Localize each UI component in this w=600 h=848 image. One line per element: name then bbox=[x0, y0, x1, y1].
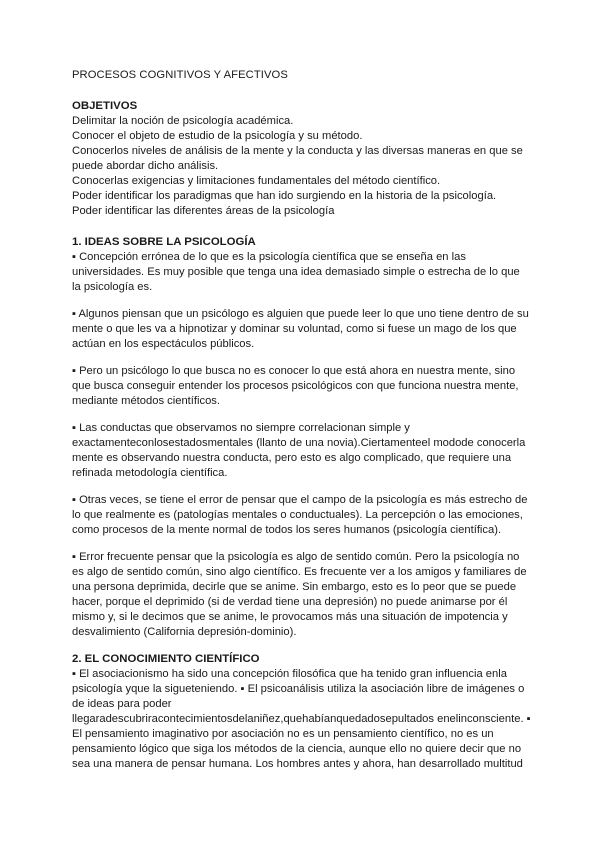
paragraph-line: El pensamiento imaginativo por asociación no es un pensamiento científico, no es un bbox=[72, 728, 494, 740]
paragraph-line: es algo de sentido común, sino algo científico. Es frecuente ver a los amigos y familiares de bbox=[72, 566, 527, 578]
paragraph-line: lo que realmente es (patologías mentales o conductuales). La percepción o las emociones, bbox=[72, 509, 523, 521]
paragraph-line: la psicología es. bbox=[72, 281, 153, 293]
section-2-heading: 2. EL CONOCIMIENTO CIENTÍFICO bbox=[72, 653, 260, 665]
section-1-paragraph bbox=[72, 550, 532, 640]
paragraph-line: ▪ El asociacionismo ha sido una concepción filosófica que ha tenido gran influencia enla bbox=[72, 668, 507, 680]
paragraph-line: ▪ Concepción errónea de lo que es la psicología científica que se enseña en las bbox=[72, 251, 466, 263]
paragraph-line: mente es observando nuestra conducta, pero esto es algo complicado, que requiere una bbox=[72, 452, 512, 464]
paragraph-line: ▪ Otras veces, se tiene el error de pensar que el campo de la psicología es más estrecho de bbox=[72, 494, 528, 506]
section-1-paragraph bbox=[72, 250, 532, 295]
paragraph-line: mismo y, si le decimos que se anime, le provocamos más una situación de impotencia y bbox=[72, 611, 508, 623]
paragraph-line: una persona deprimida, decirle que se anime. Sin embargo, esto es lo peor que se puede bbox=[72, 581, 517, 593]
objective-item: puede abordar dicho análisis. bbox=[72, 160, 219, 172]
section-2-paragraph bbox=[72, 667, 532, 772]
paragraph-line: actúan en los espectáculos públicos. bbox=[72, 338, 255, 350]
paragraph-line: llegaradescubriracontecimientosdelaniñez,quehabíanquedadosepultados enelinconsciente. ▪ bbox=[72, 713, 531, 725]
paragraph-line: universidades. Es muy posible que tenga una idea demasiado simple o estrecha de lo que bbox=[72, 266, 520, 278]
paragraph-line: mente o que les va a hipnotizar y dominar su voluntad, como si fuese un mago de los que bbox=[72, 323, 517, 335]
section-1-paragraph bbox=[72, 364, 532, 409]
objective-item: Conocer el objeto de estudio de la psicología y su método. bbox=[72, 130, 363, 142]
paragraph-line: desvalimiento (California depresión-dominio). bbox=[72, 626, 297, 638]
document-title: PROCESOS COGNITIVOS Y AFECTIVOS bbox=[72, 69, 288, 81]
paragraph-line: mediante métodos científicos. bbox=[72, 395, 220, 407]
paragraph-line: psicología yque la sigueteniendo. ▪ El psicoanálisis utiliza la asociación libre de imágenes o bbox=[72, 683, 525, 695]
objective-item: Conocerlas exigencias y limitaciones fundamentales del método científico. bbox=[72, 175, 441, 187]
paragraph-line: como procesos de la mente normal de todos los seres humanos (psicología científica). bbox=[72, 524, 502, 536]
section-1-paragraph bbox=[72, 421, 532, 481]
paragraph-line: ▪ Algunos piensan que un psicólogo es alguien que puede leer lo que uno tiene dentro de su bbox=[72, 308, 529, 320]
paragraph-line: sea una manera de pensar humana. Los hombres antes y ahora, han desarrollado multitud bbox=[72, 758, 523, 770]
section-1-paragraph bbox=[72, 493, 532, 538]
document-page bbox=[72, 68, 532, 772]
objective-item: Poder identificar las diferentes áreas de la psicología bbox=[72, 205, 335, 217]
paragraph-line: ▪ Las conductas que observamos no siempre correlacionan simple y bbox=[72, 422, 410, 434]
paragraph-line: ▪ Error frecuente pensar que la psicología es algo de sentido común. Pero la psicología no bbox=[72, 551, 520, 563]
objectives-heading: OBJETIVOS bbox=[72, 100, 138, 112]
paragraph-line: ▪ Pero un psicólogo lo que busca no es conocer lo que está ahora en nuestra mente, sino bbox=[72, 365, 516, 377]
paragraph-line: pensamiento lógico que siga los métodos de la ciencia, aunque ello no quiere decir que no bbox=[72, 743, 522, 755]
section-1-heading: 1. IDEAS SOBRE LA PSICOLOGÍA bbox=[72, 236, 256, 248]
section-1-paragraph bbox=[72, 307, 532, 352]
paragraph-line: que busca conseguir entender los procesos psicológicos con que funciona nuestra mente, bbox=[72, 380, 519, 392]
objective-item: Conocerlos niveles de análisis de la mente y la conducta y las diversas maneras en que se bbox=[72, 145, 523, 157]
paragraph-line: de ideas para poder bbox=[72, 698, 172, 710]
objective-item: Delimitar la noción de psicología académica. bbox=[72, 115, 294, 127]
objective-item: Poder identificar los paradigmas que han ido surgiendo en la historia de la psicología. bbox=[72, 190, 497, 202]
paragraph-line: refinada metodología científica. bbox=[72, 467, 228, 479]
paragraph-line: hacer, porque el deprimido (si de verdad tiene una depresión) no puede animarse por él bbox=[72, 596, 508, 608]
paragraph-line: exactamenteconlosestadosmentales (llanto de una novia).Ciertamenteel modode conocerla bbox=[72, 437, 526, 449]
objectives-list bbox=[72, 114, 532, 219]
